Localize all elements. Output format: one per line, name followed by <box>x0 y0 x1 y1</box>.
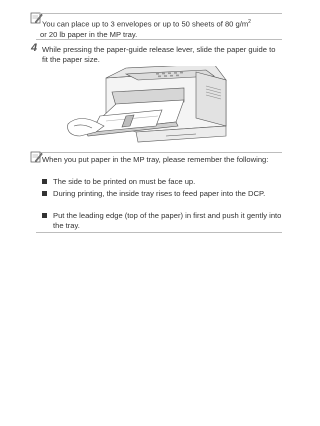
square-bullet-icon <box>42 191 47 196</box>
bullet-text: The side to be printed on must be face up. <box>53 177 196 186</box>
note1-bottom-rule <box>36 39 282 40</box>
step-number: 4 <box>31 42 38 54</box>
square-bullet-icon <box>42 179 47 184</box>
note1-text-a: You can place up to 3 envelopes or up to 50 sheets of 80 g/m <box>42 19 249 29</box>
bullet-text: During printing, the inside tray rises to feed paper into the DCP. <box>53 189 266 198</box>
note1-text <box>42 17 282 40</box>
square-bullet-icon <box>42 213 47 218</box>
bullet-text: Put the leading edge (top of the paper) in first and push it gently into the tray. <box>53 211 282 230</box>
note2-bottom-rule <box>36 232 282 233</box>
note2-top-rule <box>36 152 282 153</box>
note2-intro: When you put paper in the MP tray, please remember the following: <box>42 155 269 164</box>
step-text: While pressing the paper-guide release lever, slide the paper guide to fit the paper size. <box>42 45 276 64</box>
note1-superscript: 2 <box>248 19 251 25</box>
printer-mp-tray-illustration <box>66 66 236 144</box>
note1-rule <box>36 13 282 14</box>
note1-text-b: or 20 lb paper in the MP tray. <box>40 29 138 39</box>
